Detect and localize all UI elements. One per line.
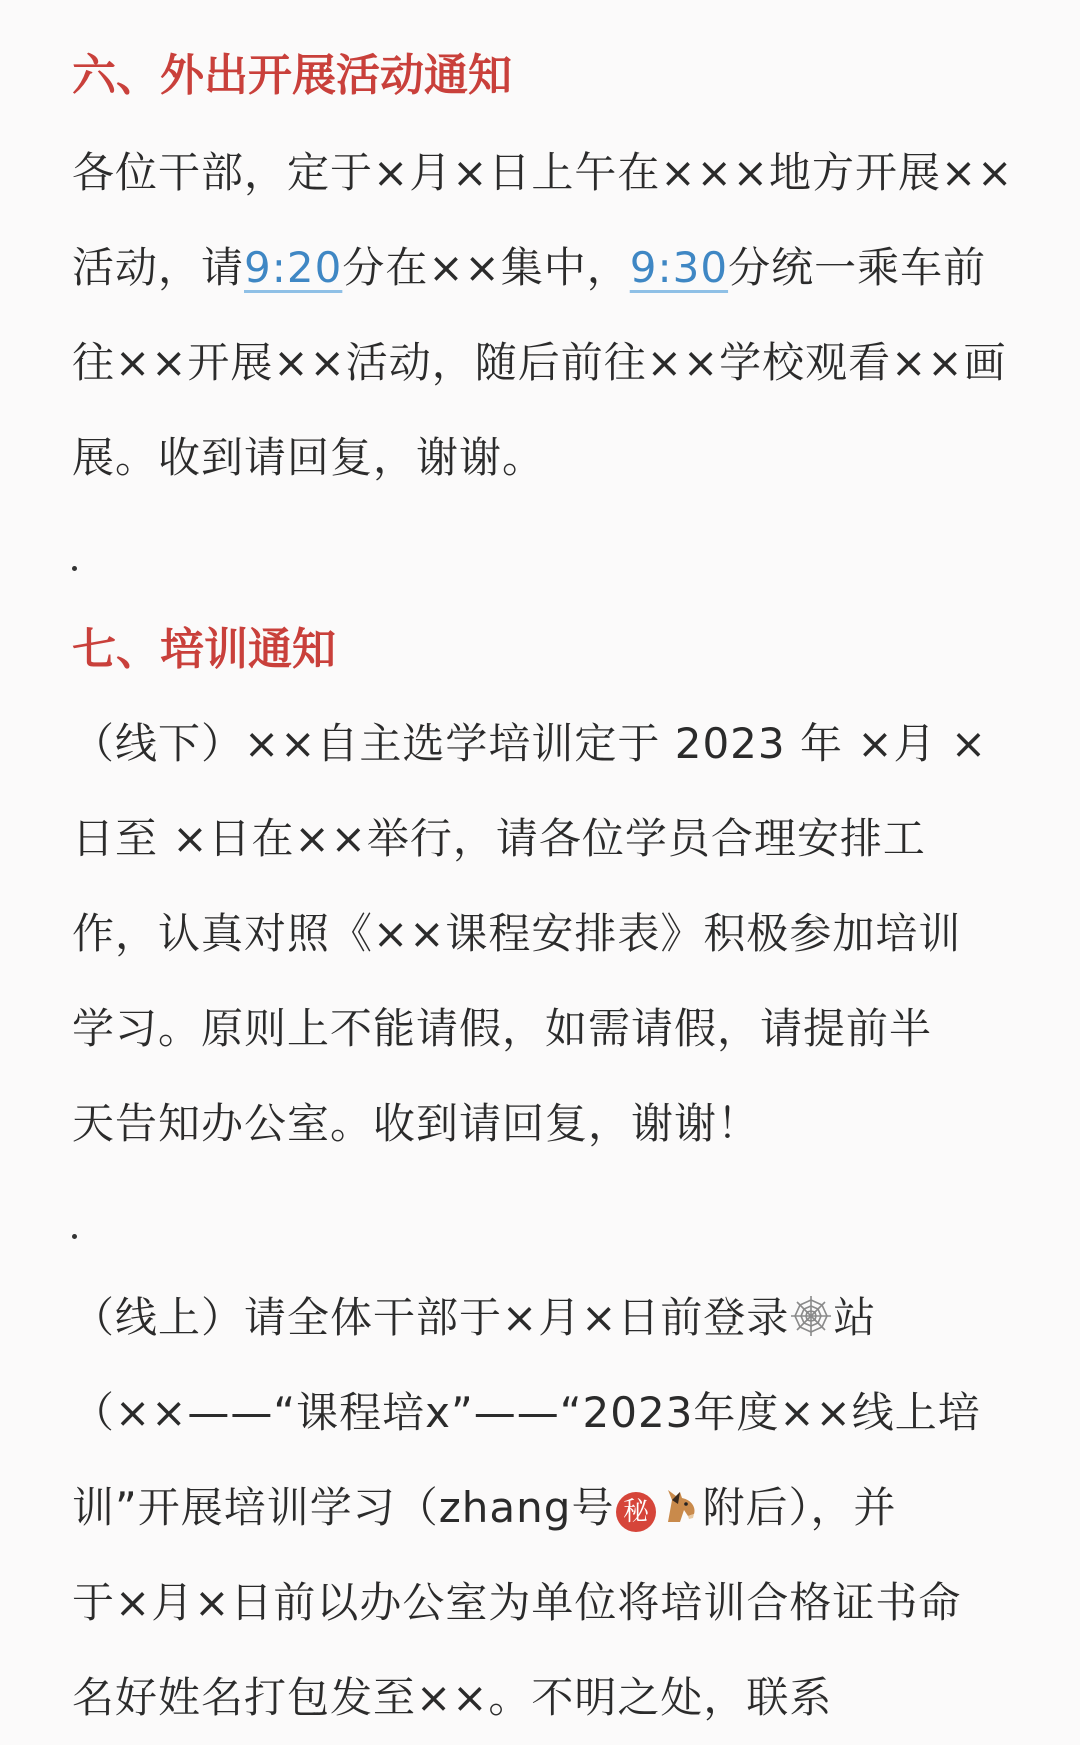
bottom-fade-overlay xyxy=(898,1673,1008,1733)
text-line: 于×月×日前以办公室为单位将培训合格证书命 xyxy=(72,1578,962,1627)
text-segment: 附后），并 xyxy=(702,1483,897,1532)
text-line: 作，认真对照《××课程安排表》积极参加培训 xyxy=(72,909,962,958)
section-7-heading: 七、培训通知 xyxy=(72,624,336,675)
section-6-body xyxy=(72,125,1013,505)
text-line: 名好姓名打包发至××。不明之处，联系 xyxy=(72,1673,833,1722)
text-segment: （线上）请全体干部于×月×日前登录 xyxy=(72,1293,790,1342)
text-segment: 分在××集中， xyxy=(342,243,630,292)
text-line: 学习。原则上不能请假，如需请假，请提前半 xyxy=(72,1004,933,1053)
text-line xyxy=(72,1460,981,1555)
text-line xyxy=(72,125,1013,220)
time-link-0930[interactable]: 9:30 xyxy=(629,243,729,292)
text-segment: 活动，请 xyxy=(72,243,245,292)
separator-dot xyxy=(72,566,77,571)
text-line: 日至 ×日在××举行，请各位学员合理安排工 xyxy=(72,814,926,863)
text-line xyxy=(72,315,1013,410)
spider-web-icon xyxy=(789,1276,833,1320)
text-segment: 展。收到请回复，谢谢。 xyxy=(72,433,546,482)
text-line: （××——“课程培x”——“2023年度××线上培 xyxy=(72,1388,981,1437)
time-link-0920[interactable]: 9:20 xyxy=(244,243,343,292)
text-segment: 往××开展××活动，随后前往××学校观看××画 xyxy=(72,338,1007,387)
text-line: （线下）××自主选学培训定于 2023 年 ×月 × xyxy=(72,719,988,768)
text-segment: 训”开展培训学习（zhang号 xyxy=(72,1483,615,1532)
text-line xyxy=(72,1270,981,1365)
separator-dot xyxy=(72,1234,77,1239)
offline-training-paragraph xyxy=(72,696,987,1171)
text-line xyxy=(72,410,1013,505)
secret-ideograph-icon: 秘 xyxy=(616,1492,656,1532)
section-6-heading: 六、外出开展活动通知 xyxy=(72,50,512,101)
text-segment: 各位干部，定于×月×日上午在×××地方开展×× xyxy=(72,148,1014,197)
online-training-paragraph xyxy=(72,1270,981,1745)
text-segment: 站 xyxy=(833,1293,877,1342)
text-line: 天告知办公室。收到请回复，谢谢！ xyxy=(72,1099,761,1148)
text-line xyxy=(72,220,1013,315)
horse-face-icon xyxy=(658,1466,702,1510)
text-segment: 分统一乘车前 xyxy=(728,243,987,292)
